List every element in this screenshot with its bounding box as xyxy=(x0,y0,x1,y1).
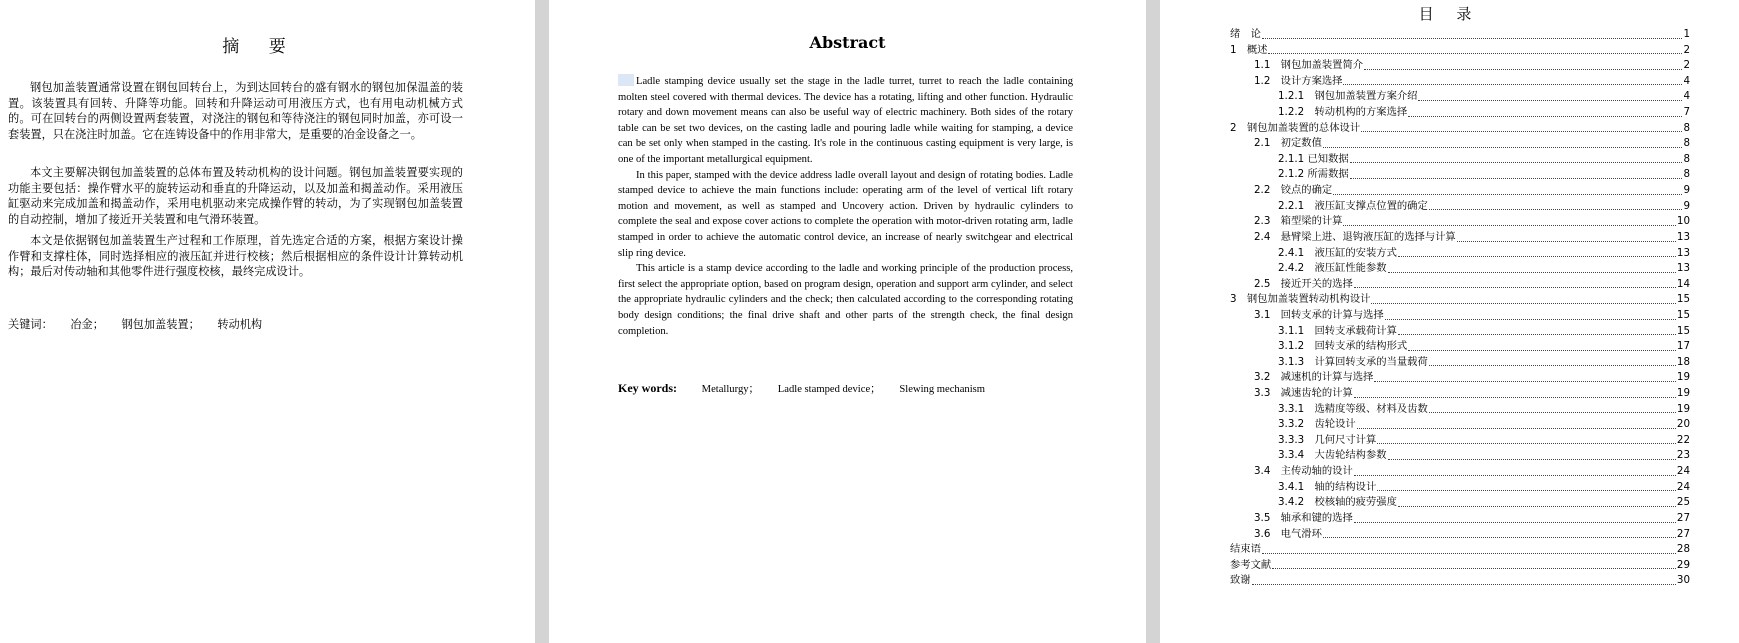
toc-entry-title: 1.1 钢包加盖装置简介 xyxy=(1254,59,1364,72)
paragraph: In this paper, stamped with the device address ladle overall layout and design of rotating bodies. Ladle stamped device to achieve the main functions include: operating arm of the level of vertical lift rotary motion and movement, as well as stamped and Uncovery action. Driven by hydraulic cylinders to complete the seal and expose cover actions to complete the operation with motor-driven rotating arm, ladle stamped in order to achieve the automatic control device, an increase of nearly switchgear and electrical slip ring device. xyxy=(618,169,1073,259)
toc-entry-page: 30 xyxy=(1676,574,1690,587)
toc-leader-dots xyxy=(1354,474,1676,476)
keywords-label: 关键词： xyxy=(8,318,53,331)
toc-entry-title: 2.1 初定数值 xyxy=(1254,137,1322,150)
toc-entry-title: 2.4.1 液压缸的安装方式 xyxy=(1278,246,1397,259)
page-title: 目 录 xyxy=(1418,5,1481,23)
toc-entry-page: 1 xyxy=(1683,28,1690,40)
toc-entry[interactable] xyxy=(1230,214,1690,230)
toc-entry[interactable] xyxy=(1230,386,1690,402)
page-abstract-cn xyxy=(0,0,535,643)
toc-entry[interactable] xyxy=(1230,277,1690,293)
toc-entry-title: 2.3 箱型梁的计算 xyxy=(1254,215,1343,228)
toc-leader-dots xyxy=(1323,146,1683,148)
page-title: Abstract xyxy=(809,33,886,52)
toc-entry[interactable] xyxy=(1230,292,1690,308)
toc-entry[interactable] xyxy=(1230,230,1690,246)
toc-list xyxy=(1230,27,1690,589)
toc-entry-page: 9 xyxy=(1683,199,1690,212)
toc-leader-dots xyxy=(1418,99,1682,101)
toc-entry-title: 3.1 回转支承的计算与选择 xyxy=(1254,308,1384,321)
toc-entry-page: 14 xyxy=(1676,277,1690,290)
toc-entry-title: 3.3.4 大齿轮结构参数 xyxy=(1278,449,1387,462)
toc-entry-page: 15 xyxy=(1676,324,1690,337)
toc-entry[interactable] xyxy=(1230,152,1690,168)
toc-entry-title: 1.2.1 钢包加盖装置方案介绍 xyxy=(1278,90,1418,103)
toc-entry-title: 3.5 轴承和键的选择 xyxy=(1254,511,1353,524)
toc-entry-page: 8 xyxy=(1683,152,1690,165)
toc-leader-dots xyxy=(1377,489,1676,491)
toc-entry-title: 结束语 xyxy=(1230,543,1261,556)
toc-entry-title: 2.1.1 已知数据 xyxy=(1278,152,1349,165)
toc-leader-dots xyxy=(1377,442,1676,444)
toc-entry-title: 3.3 减速齿轮的计算 xyxy=(1254,387,1353,400)
keywords-label: Key words: xyxy=(618,381,677,395)
toc-entry[interactable] xyxy=(1230,402,1690,418)
toc-leader-dots xyxy=(1408,115,1682,117)
toc-leader-dots xyxy=(1361,130,1682,132)
keyword: Metallurgy； xyxy=(701,384,760,395)
page-toc xyxy=(1160,0,1739,643)
toc-entry-page: 13 xyxy=(1676,262,1690,275)
toc-entry[interactable] xyxy=(1230,339,1690,355)
toc-entry-title: 3.3.3 几何尺寸计算 xyxy=(1278,433,1377,446)
toc-entry-title: 3.1.2 回转支承的结构形式 xyxy=(1278,340,1408,353)
toc-entry[interactable] xyxy=(1230,433,1690,449)
toc-entry[interactable] xyxy=(1230,246,1690,262)
toc-leader-dots xyxy=(1457,240,1676,242)
toc-entry-page: 2 xyxy=(1683,43,1690,56)
toc-entry-page: 7 xyxy=(1683,106,1690,119)
toc-entry[interactable] xyxy=(1230,43,1690,59)
toc-leader-dots xyxy=(1262,37,1683,39)
toc-leader-dots xyxy=(1252,583,1676,585)
toc-leader-dots xyxy=(1343,224,1675,226)
paragraph: 本文是依据钢包加盖装置生产过程和工作原理，首先选定合适的方案，根据方案设计操作臂和支撑柱体，同时选择相应的液压缸并进行校核；然后根据相应的条件设计计算转动机构；最后对传动轴和其他零件进行强度校核，最终完成设计。 xyxy=(8,234,463,278)
toc-leader-dots xyxy=(1343,83,1682,85)
toc-entry-page: 29 xyxy=(1676,558,1690,571)
toc-entry-title: 1.2 设计方案选择 xyxy=(1254,74,1343,87)
toc-leader-dots xyxy=(1323,536,1676,538)
toc-entry-page: 19 xyxy=(1676,387,1690,400)
toc-entry-title: 3.4.2 校核轴的疲劳强度 xyxy=(1278,496,1397,509)
toc-entry[interactable] xyxy=(1230,324,1690,340)
toc-leader-dots xyxy=(1398,255,1676,257)
paragraph: Ladle stamping device usually set the stage in the ladle turret, turret to reach the ladle containing molten steel covered with thermal devices. The device has a rotating, lifting and other function. Hydraulic rotary and down movement means can also be useful way of electric machinery. Both sides of the rotary table can be set two devices, on the casting ladle and pouring ladle while waiting for stamping, a device can be set only when stamped in the casting. It's role in the continuous casting equipment is very large, is one of the important metallurgical equipment. xyxy=(618,74,1073,168)
toc-entry-page: 18 xyxy=(1676,355,1690,368)
toc-entry[interactable] xyxy=(1230,136,1690,152)
toc-leader-dots xyxy=(1354,521,1676,523)
toc-entry-page: 27 xyxy=(1676,527,1690,540)
toc-entry[interactable] xyxy=(1230,417,1690,433)
toc-entry[interactable] xyxy=(1230,527,1690,543)
toc-leader-dots xyxy=(1398,505,1676,507)
toc-entry[interactable] xyxy=(1230,58,1690,74)
toc-entry-page: 24 xyxy=(1676,480,1690,493)
toc-leader-dots xyxy=(1429,411,1676,413)
keywords xyxy=(618,381,1001,396)
toc-entry-title: 3.1.3 计算回转支承的当量载荷 xyxy=(1278,355,1428,368)
toc-entry-page: 27 xyxy=(1676,511,1690,524)
toc-leader-dots xyxy=(1354,286,1676,288)
toc-entry-title: 2.2 铰点的确定 xyxy=(1254,184,1333,197)
toc-entry-page: 13 xyxy=(1676,246,1690,259)
abstract-body xyxy=(618,74,1073,339)
toc-leader-dots xyxy=(1333,193,1682,195)
toc-entry-page: 8 xyxy=(1683,121,1690,134)
paragraph: 钢包加盖装置通常设置在钢包回转台上，为到达回转台的盛有钢水的钢包加保温盖的装置。该装置具有回转、升降等功能。回转和升降运动可用液压方式，也有用电动机械方式的。可在回转台的两侧设置两套装置，对浇注的钢包和等待浇注的钢包同时加盖，亦可设一套装置，只在浇注时加盖。它在连铸设备中的作用非常大，是重要的冶金设备之一。 xyxy=(8,81,463,141)
keyword: 钢包加盖装置； xyxy=(121,318,200,331)
toc-leader-dots xyxy=(1350,161,1683,163)
toc-entry-page: 2 xyxy=(1683,59,1690,72)
toc-entry[interactable] xyxy=(1230,511,1690,527)
toc-entry-page: 8 xyxy=(1683,137,1690,150)
paragraph: This article is a stamp device according to the ladle and working principle of the production process, first select the appropriate option, based on program design, operation and support arm cylinder, and select the appropriate hydraulic cylinders and the check; then calculated according to the corresponding rotating body design conditions; the final drive shaft and other parts of the strength check, the final design completion. xyxy=(618,263,1073,337)
toc-entry-title: 3 钢包加盖装置转动机构设计 xyxy=(1230,293,1371,306)
toc-entry-page: 4 xyxy=(1683,74,1690,87)
toc-entry-title: 2.4 悬臂梁上进、退钩液压缸的选择与计算 xyxy=(1254,230,1456,243)
toc-leader-dots xyxy=(1262,552,1676,554)
toc-entry[interactable] xyxy=(1230,542,1690,558)
keywords xyxy=(8,316,276,332)
toc-entry[interactable] xyxy=(1230,448,1690,464)
toc-entry[interactable] xyxy=(1230,105,1690,121)
toc-leader-dots xyxy=(1429,364,1676,366)
toc-entry-title: 3.4 主传动轴的设计 xyxy=(1254,465,1353,478)
toc-leader-dots xyxy=(1388,271,1676,273)
toc-leader-dots xyxy=(1398,333,1676,335)
toc-entry[interactable] xyxy=(1230,183,1690,199)
toc-entry-title: 2 钢包加盖装置的总体设计 xyxy=(1230,121,1361,134)
toc-entry-title: 参考文献 xyxy=(1230,558,1272,571)
toc-entry-title: 3.3.2 齿轮设计 xyxy=(1278,418,1356,431)
page-gap xyxy=(1146,0,1160,643)
toc-entry[interactable] xyxy=(1230,261,1690,277)
toc-entry-page: 22 xyxy=(1676,433,1690,446)
keyword: 转动机构 xyxy=(217,318,263,331)
toc-leader-dots xyxy=(1354,396,1676,398)
toc-entry-page: 28 xyxy=(1676,543,1690,556)
toc-entry-title: 2.5 接近开关的选择 xyxy=(1254,277,1353,290)
toc-entry[interactable] xyxy=(1230,495,1690,511)
toc-leader-dots xyxy=(1357,427,1676,429)
toc-entry-page: 20 xyxy=(1676,418,1690,431)
page-abstract-en xyxy=(549,0,1146,643)
page-gap xyxy=(535,0,549,643)
toc-entry[interactable] xyxy=(1230,370,1690,386)
toc-entry-page: 15 xyxy=(1676,308,1690,321)
toc-entry-page: 13 xyxy=(1676,230,1690,243)
toc-entry-page: 4 xyxy=(1683,90,1690,103)
toc-entry-title: 1 概述 xyxy=(1230,43,1268,56)
toc-leader-dots xyxy=(1350,177,1683,179)
toc-entry[interactable] xyxy=(1230,121,1690,137)
toc-entry-title: 2.2.1 液压缸支撑点位置的确定 xyxy=(1278,199,1428,212)
keyword: Ladle stamped device； xyxy=(777,384,881,395)
toc-entry-title: 3.4.1 轴的结构设计 xyxy=(1278,480,1377,493)
toc-entry-title: 2.1.2 所需数据 xyxy=(1278,168,1349,181)
toc-leader-dots xyxy=(1268,52,1682,54)
toc-entry-page: 10 xyxy=(1676,215,1690,228)
toc-entry[interactable] xyxy=(1230,480,1690,496)
toc-entry-page: 15 xyxy=(1676,293,1690,306)
keyword: 冶金； xyxy=(70,318,104,331)
toc-entry[interactable] xyxy=(1230,355,1690,371)
toc-entry-page: 25 xyxy=(1676,496,1690,509)
toc-entry-title: 绪 论 xyxy=(1230,28,1261,40)
toc-leader-dots xyxy=(1364,68,1682,70)
toc-entry-page: 8 xyxy=(1683,168,1690,181)
toc-leader-dots xyxy=(1429,208,1683,210)
toc-entry[interactable] xyxy=(1230,74,1690,90)
toc-entry[interactable] xyxy=(1230,308,1690,324)
toc-entry-page: 24 xyxy=(1676,465,1690,478)
toc-entry-title: 3.6 电气滑环 xyxy=(1254,527,1322,540)
toc-entry-page: 23 xyxy=(1676,449,1690,462)
paragraph: 本文主要解决钢包加盖装置的总体布置及转动机构的设计问题。钢包加盖装置要实现的功能主要包括：操作臂水平的旋转运动和垂直的升降运动，以及加盖和揭盖动作。采用液压缸驱动来完成加盖和揭盖动作，采用电机驱动来完成操作臂的转动，为了实现钢包加盖装置的自动控制，增加了接近开关装置和电气滑环装置。 xyxy=(8,166,463,226)
toc-leader-dots xyxy=(1374,380,1676,382)
toc-leader-dots xyxy=(1272,567,1676,569)
toc-leader-dots xyxy=(1408,349,1676,351)
toc-entry[interactable] xyxy=(1230,167,1690,183)
toc-entry-page: 17 xyxy=(1676,340,1690,353)
toc-entry-title: 3.3.1 选精度等级、材料及齿数 xyxy=(1278,402,1428,415)
toc-entry-page: 9 xyxy=(1683,184,1690,197)
toc-entry-page: 19 xyxy=(1676,371,1690,384)
toc-entry-title: 3.2 减速机的计算与选择 xyxy=(1254,371,1374,384)
toc-entry[interactable] xyxy=(1230,558,1690,574)
toc-entry[interactable] xyxy=(1230,464,1690,480)
keyword: Slewing mechanism xyxy=(899,384,986,395)
toc-entry-title: 2.4.2 液压缸性能参数 xyxy=(1278,262,1387,275)
toc-entry-title: 3.1.1 回转支承载荷计算 xyxy=(1278,324,1397,337)
toc-leader-dots xyxy=(1385,318,1676,320)
toc-entry[interactable] xyxy=(1230,27,1690,43)
toc-leader-dots xyxy=(1371,302,1675,304)
toc-entry[interactable] xyxy=(1230,573,1690,589)
toc-entry[interactable] xyxy=(1230,199,1690,215)
toc-leader-dots xyxy=(1388,458,1676,460)
toc-entry[interactable] xyxy=(1230,89,1690,105)
toc-entry-title: 致谢 xyxy=(1230,574,1251,587)
toc-entry-title: 1.2.2 转动机构的方案选择 xyxy=(1278,106,1408,119)
page-title: 摘 要 xyxy=(222,37,298,57)
toc-entry-page: 19 xyxy=(1676,402,1690,415)
